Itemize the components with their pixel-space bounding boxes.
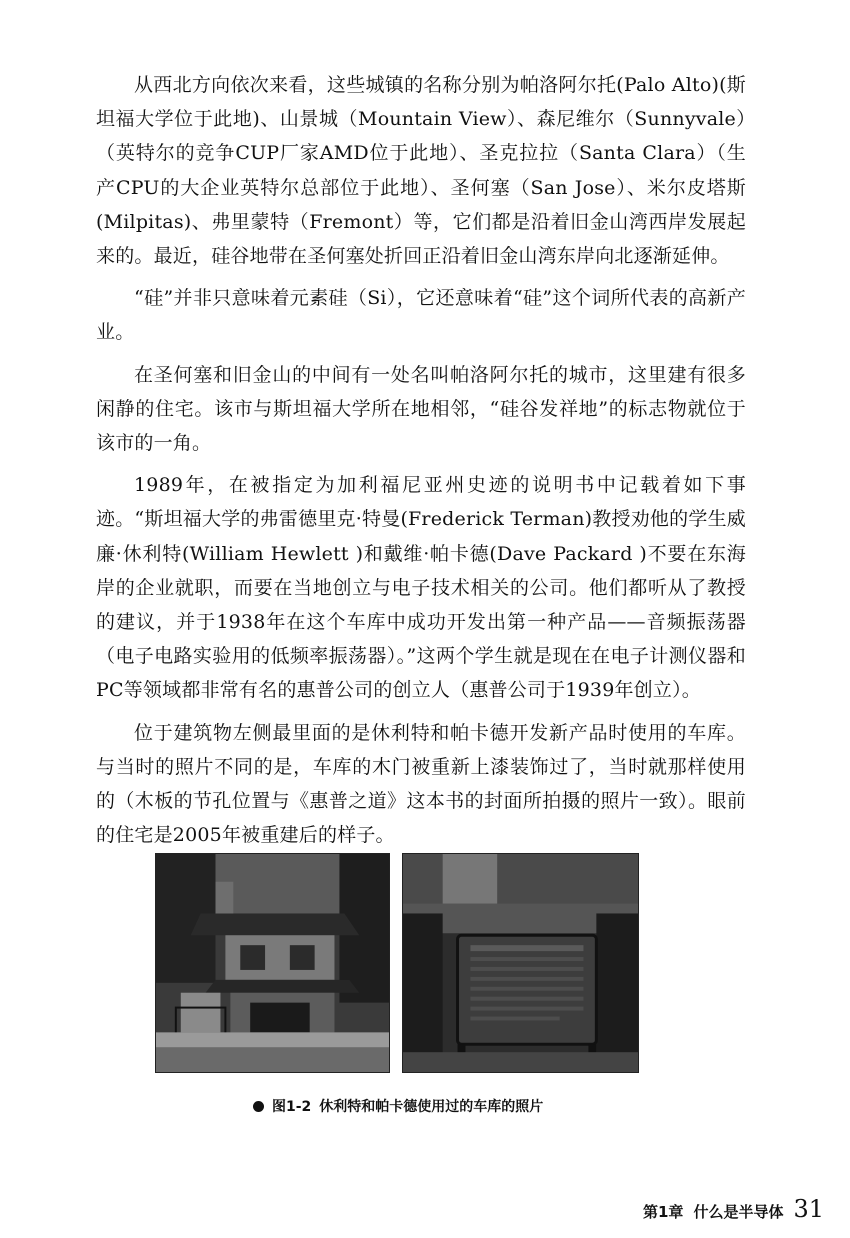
chapter-title: 什么是半导体	[693, 1203, 784, 1221]
body-text	[96, 68, 746, 860]
page-number: 31	[793, 1195, 824, 1223]
house-photo	[155, 853, 390, 1073]
figure-1-2	[155, 853, 639, 1073]
page-footer	[643, 1195, 824, 1223]
bullet-icon	[253, 1101, 264, 1112]
caption-text: 休利特和帕卡德使用过的车库的照片	[319, 1099, 544, 1115]
figure-caption	[253, 1096, 543, 1116]
paragraph-4: 1989年，在被指定为加利福尼亚州史迹的说明书中记载着如下事迹。“斯坦福大学的弗雷德里克·特曼(Frederick Terman)教授劝他的学生威廉·休利特(William Hewlett )和戴维·帕卡德(Dave Packard )不要在东海岸的企业就职，而要在当地创立与电子技术相关的公司。他们都听从了教授的建议，并于1938年在这个车库中成功开发出第一种产品——音频振荡器（电子电路实验用的低频率振荡器）。”这两个学生就是现在在电子计测仪器和PC等领域都非常有名的惠普公司的创立人（惠普公司于1939年创立）。	[96, 474, 746, 702]
historic-marker-photo	[402, 853, 639, 1073]
paragraph-3: 在圣何塞和旧金山的中间有一处名叫帕洛阿尔托的城市，这里建有很多闲静的住宅。该市与斯坦福大学所在地相邻，“硅谷发祥地”的标志物就位于该市的一角。	[96, 363, 746, 455]
paragraph-5: 位于建筑物左侧最里面的是休利特和帕卡德开发新产品时使用的车库。与当时的照片不同的是，车库的木门被重新上漆装饰过了，当时就那样使用的（木板的节孔位置与《惠普之道》这本书的封面所拍摄的照片一致）。眼前的住宅是2005年被重建后的样子。	[96, 721, 746, 847]
caption-label: 图1-2	[272, 1099, 312, 1115]
paragraph-2: “硅”并非只意味着元素硅（Si），它还意味着“硅”这个词所代表的高新产业。	[96, 287, 746, 344]
paragraph-1: 从西北方向依次来看，这些城镇的名称分别为帕洛阿尔托(Palo Alto)(斯坦福大学位于此地)、山景城（Mountain View）、森尼维尔（Sunnyvale）（英特尔的竞争CUP厂家AMD位于此地）、圣克拉拉（Santa Clara）（生产CPU的大企业英特尔总部位于此地）、圣何塞（San Jose）、米尔皮塔斯(Milpitas)、弗里蒙特（Fremont）等，它们都是沿着旧金山湾西岸发展起来的。最近，硅谷地带在圣何塞处折回正沿着旧金山湾东岸向北逐渐延伸。	[96, 74, 746, 268]
chapter-label: 第1章	[643, 1203, 684, 1221]
